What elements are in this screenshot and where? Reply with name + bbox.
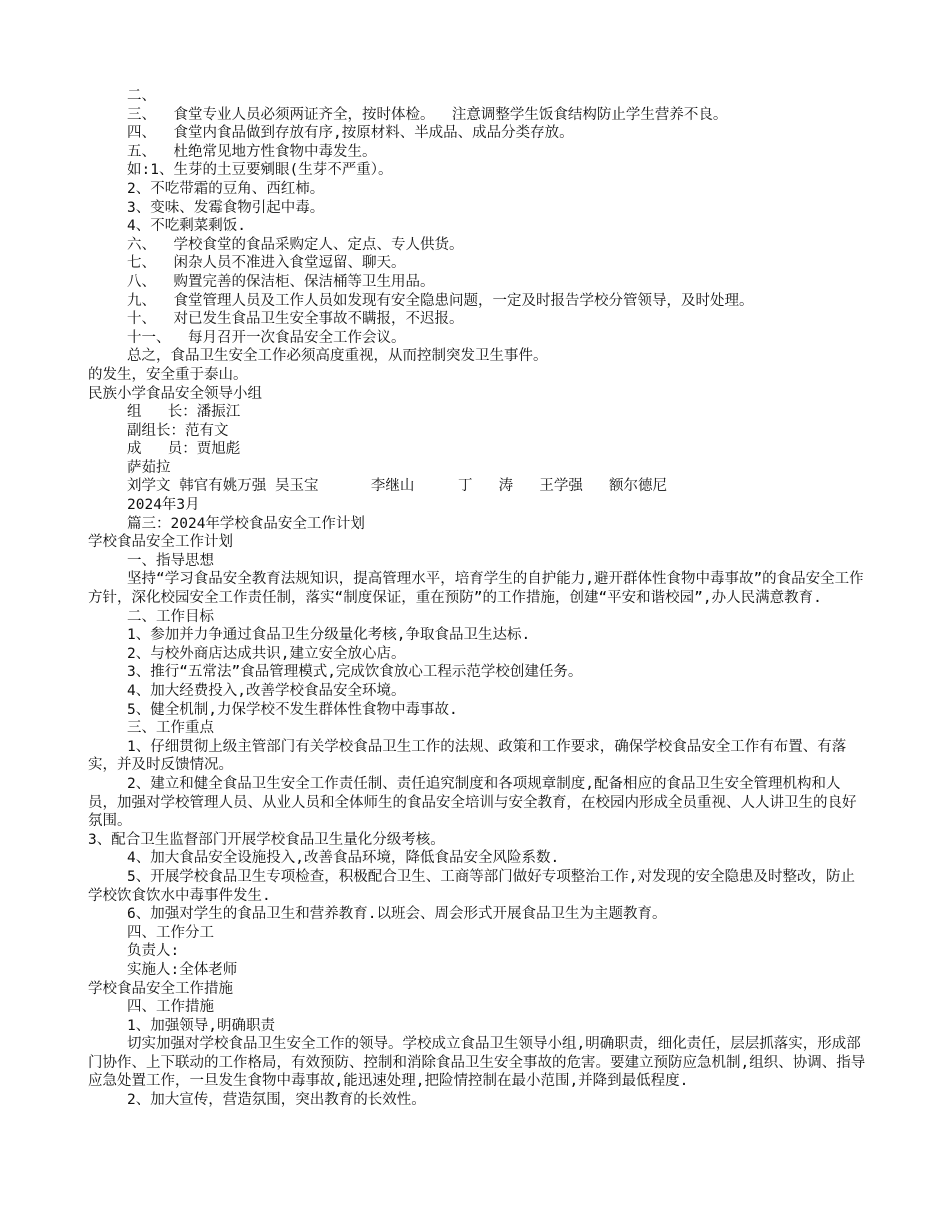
text-line: 二、	[127, 88, 156, 104]
text-line: 的发生，安全重于泰山。	[88, 366, 248, 383]
text-line: 四、 食堂内食品做到存放有序,按原材料、半成品、成品分类存放。	[127, 125, 574, 142]
text-line: 2024年3月	[127, 497, 200, 514]
text-line: 篇三：2024年学校食品安全工作计划	[127, 515, 365, 532]
text-line: 3、推行“五常法”食品管理模式,完成饮食放心工程示范学校创建任务。	[127, 664, 583, 681]
text-line: 2、建立和健全食品卫生安全工作责任制、责任追究制度和各项规章制度,配备相应的食品卫生安全管理机构和人员，加强对学校管理人员、从业人员和全体师生的食品安全培训与安全教育，在校园内形成全员重视、人人讲卫生的良好氛围。	[88, 775, 857, 830]
text-line: 负责人:	[127, 943, 180, 960]
text-line: 1、参加并力争通过食品卫生分级量化考核,争取食品卫生达标.	[127, 627, 531, 644]
text-line: 成 员：贾旭彪	[127, 441, 241, 458]
text-line: 五、 杜绝常见地方性食物中毒发生。	[127, 143, 377, 160]
text-line: 实施人:全体老师	[127, 961, 238, 978]
text-line: 九、 食堂管理人员及工作人员如发现有安全隐患问题，一定及时报告学校分管领导，及时处理。	[127, 292, 754, 309]
text-line: 一、指导思想	[127, 552, 214, 569]
text-line: 5、健全机制,力保学校不发生群体性食物中毒事故.	[127, 701, 458, 718]
text-line: 2、加大宣传，营造氛围，突出教育的长效性。	[127, 1092, 426, 1109]
text-line: 切实加强对学校食品卫生安全工作的领导。学校成立食品卫生领导小组,明确职责，细化责任，层层抓落实，形成部门协作、上下联动的工作格局，有效预防、控制和消除食品卫生安全事故的危害。要建立预防应急机制,组织、协调、指导应急处置工作，一旦发生食物中毒事故,能迅速处理,把险情控制在最小范围,并降到最低程度.	[88, 1036, 866, 1090]
text-line: 1、加强领导,明确职责	[127, 1017, 275, 1034]
text-line: 十、 对已发生食品卫生安全事故不瞒报，不迟报。	[127, 311, 464, 328]
text-line: 学校食品安全工作计划	[88, 534, 233, 551]
text-line: 4、加大食品安全设施投入,改善食品环境，降低食品安全风险系数.	[127, 850, 560, 867]
document-body	[88, 87, 868, 1110]
text-line: 民族小学食品安全领导小组	[88, 385, 262, 402]
text-line: 4、加大经费投入,改善学校食品安全环境。	[127, 683, 406, 699]
text-line: 六、 学校食堂的食品采购定人、定点、专人供货。	[127, 236, 464, 253]
text-line: 七、 闲杂人员不准进入食堂逗留、聊天。	[127, 255, 406, 272]
text-line: 三、工作重点	[127, 720, 214, 737]
text-line: 二、工作目标	[127, 608, 214, 625]
text-line: 如:1、生芽的土豆要剜眼(生芽不严重）。	[127, 162, 393, 179]
text-line: 总之，食品卫生安全工作必须高度重视，从而控制突发卫生事件。	[127, 348, 548, 365]
text-line: 组 长：潘振江	[127, 404, 241, 421]
text-line: 1、仔细贯彻上级主管部门有关学校食品卫生工作的法规、政策和工作要求，确保学校食品安全工作有布置、有落实，并及时反馈情况。	[88, 738, 847, 774]
text-line: 3、配合卫生监督部门开展学校食品卫生量化分级考核。	[88, 831, 445, 848]
text-line: 萨茹拉	[127, 459, 171, 476]
text-line: 3、变味、发霉食物引起中毒。	[127, 199, 325, 216]
text-line: 4、不吃剩菜剩饭.	[127, 218, 246, 235]
text-line: 十一、 每月召开一次食品安全工作会议。	[127, 329, 406, 346]
text-line: 2、与校外商店达成共识,建立安全放心店。	[127, 645, 406, 662]
text-line: 八、 购置完善的保洁柜、保洁桶等卫生用品。	[127, 273, 435, 290]
text-line: 四、工作分工	[127, 924, 214, 941]
text-line: 三、 食堂专业人员必须两证齐全，按时体检。 注意调整学生饭食结构防止学生营养不良。	[127, 106, 728, 123]
text-line: 四、工作措施	[127, 999, 214, 1016]
text-line: 学校食品安全工作措施	[88, 980, 233, 997]
text-line: 副组长：范有文	[127, 422, 229, 439]
text-line: 坚持“学习食品安全教育法规知识，提高管理水平，培育学生的自护能力,避开群体性食物中毒事故”的食品安全工作方针，深化校园安全工作责任制，落实“制度保证，重在预防”的工作措施，创建“平安和谐校园”,办人民满意教育.	[88, 571, 864, 607]
text-line: 6、加强对学生的食品卫生和营养教育.以班会、周会形式开展食品卫生为主题教育。	[127, 906, 667, 923]
text-line: 刘学文 韩官有姚万强 吴玉宝 李继山 丁 涛 王学强 额尔德尼	[127, 478, 668, 495]
text-line: 2、不吃带霜的豆角、西红柿。	[127, 180, 325, 197]
text-line: 5、开展学校食品卫生专项检查，积极配合卫生、工商等部门做好专项整治工作,对发现的安全隐患及时整改，防止学校饮食饮水中毒事件发生.	[88, 868, 855, 904]
